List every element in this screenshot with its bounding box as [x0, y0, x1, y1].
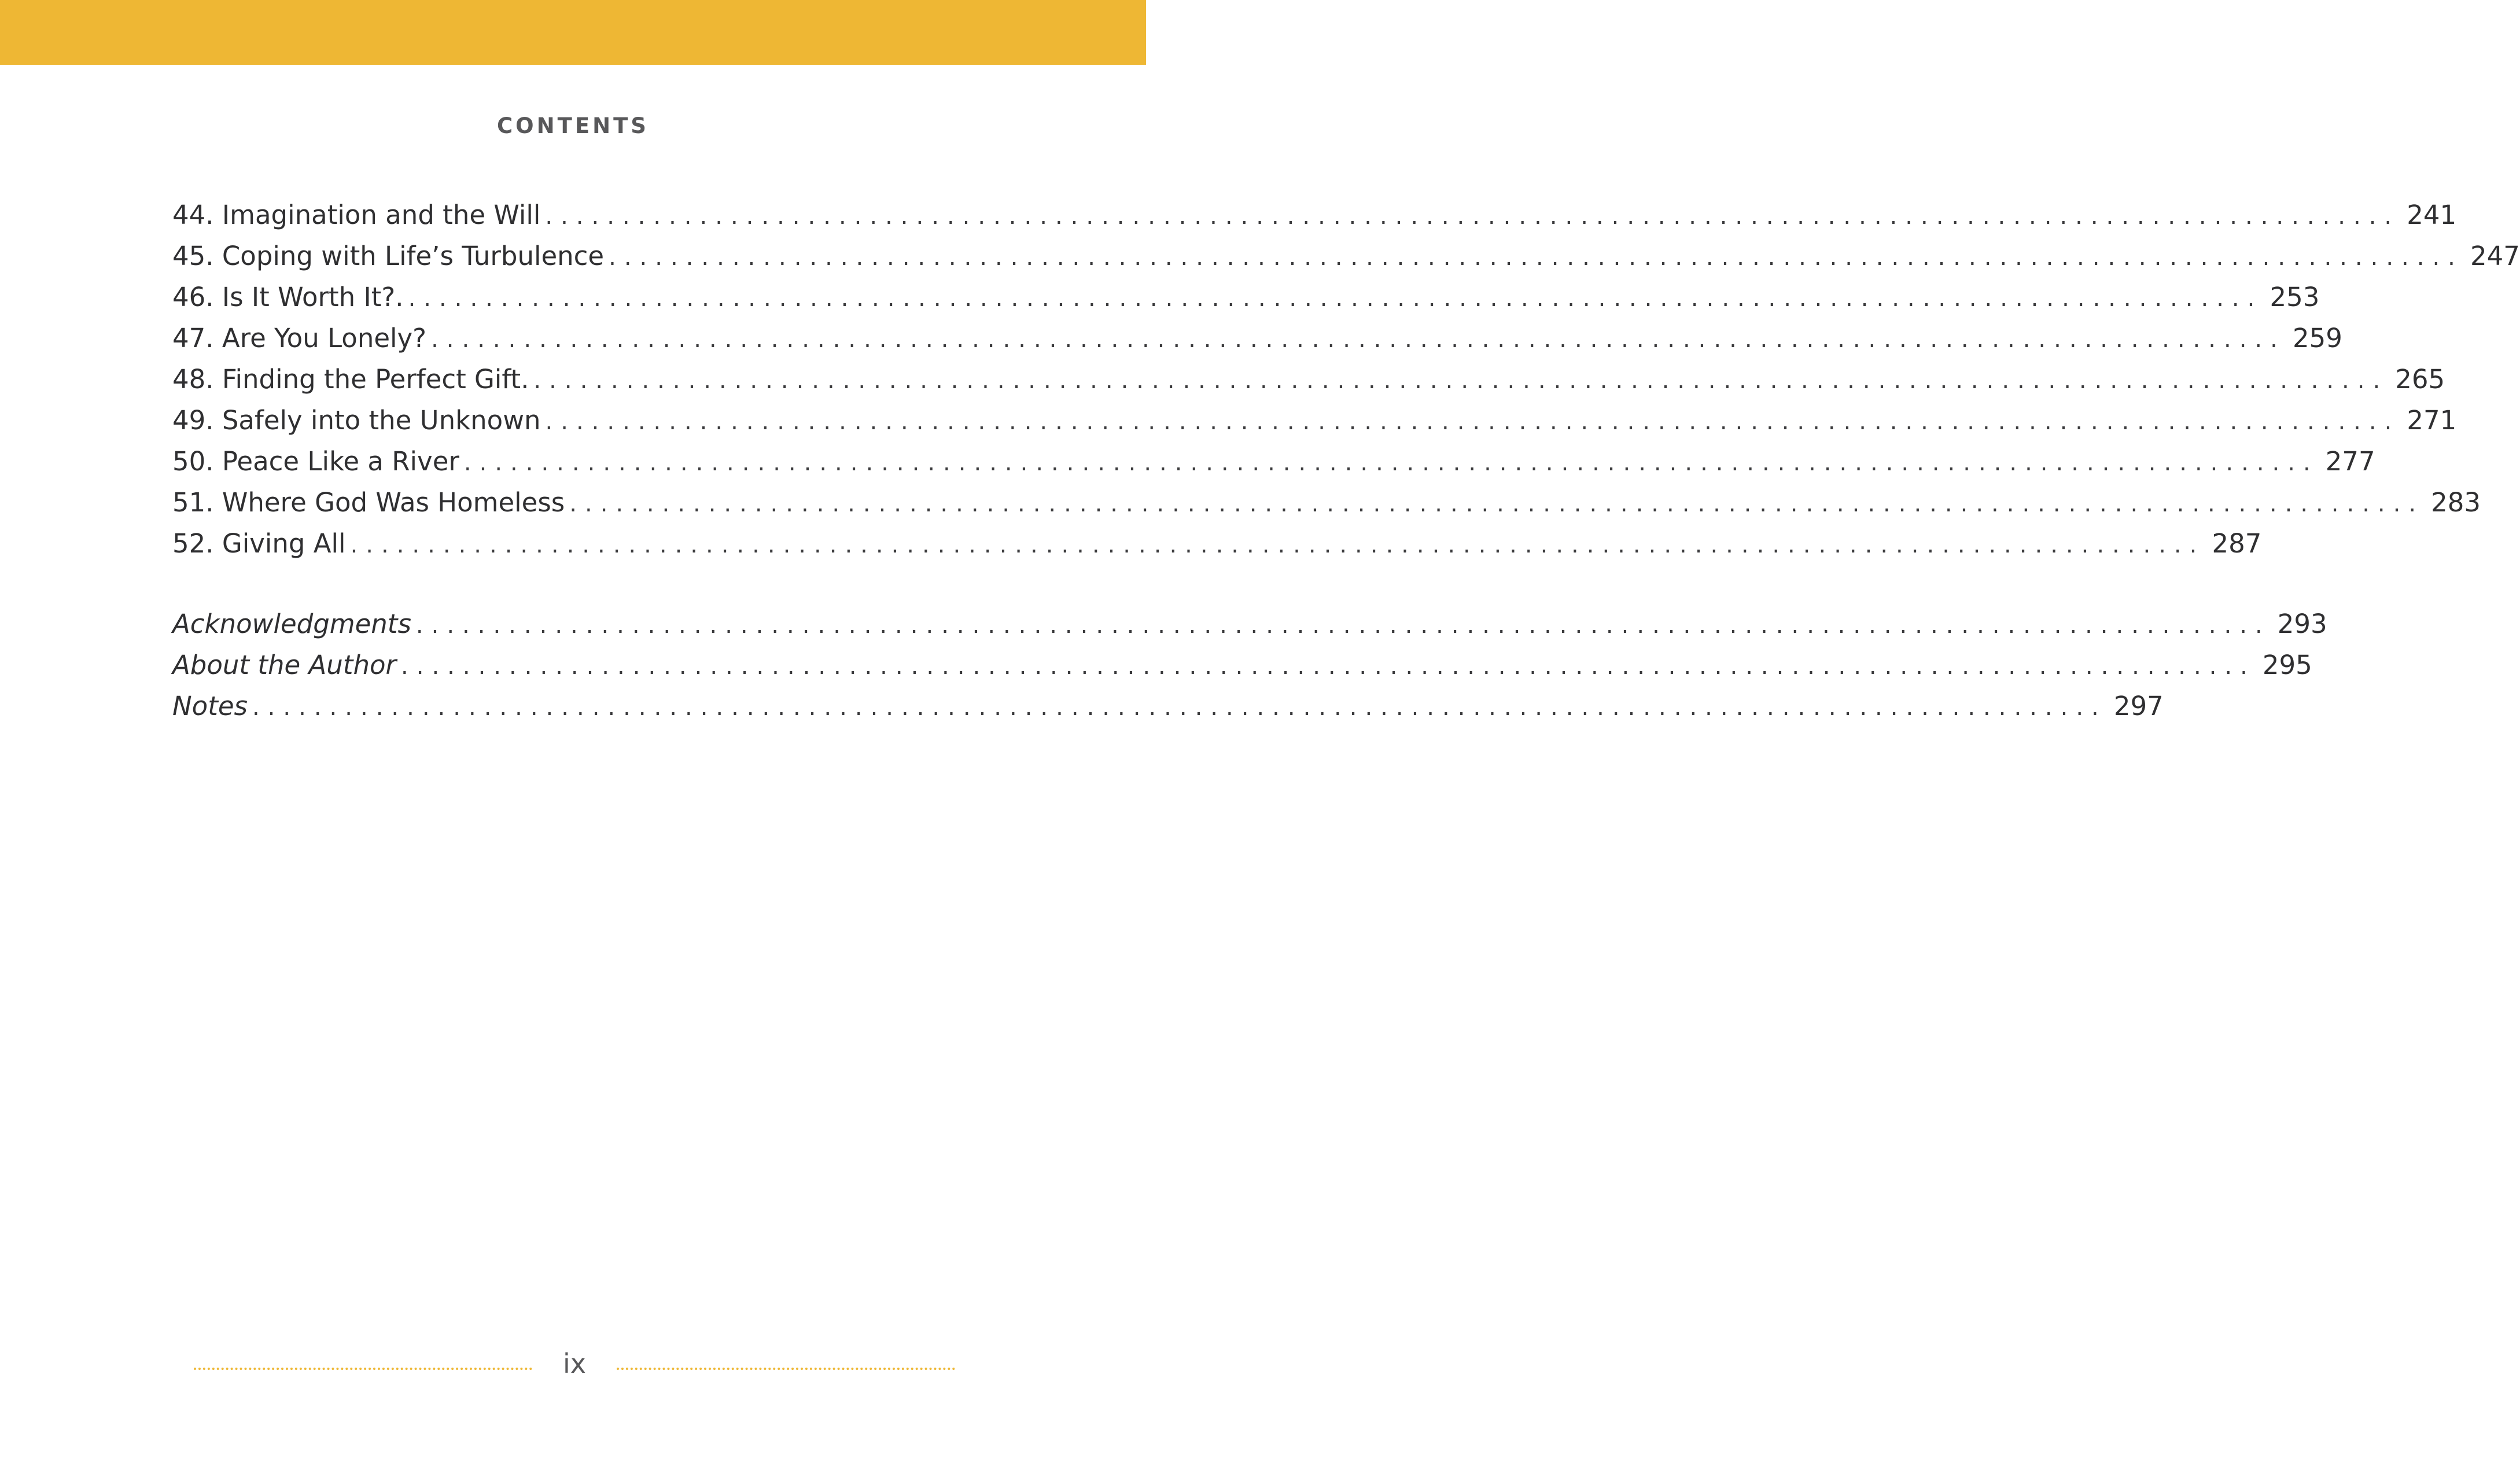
- toc-chapters: [172, 200, 2520, 569]
- toc-entry-page: 253: [2270, 282, 2320, 312]
- dot-leader: ........................................................................................................................: [569, 491, 2425, 517]
- dot-leader: ........................................................................................................................: [252, 694, 2107, 721]
- toc-entry-title: 45. Coping with Life’s Turbulence: [172, 241, 605, 271]
- dot-leader: ........................................................................................................................: [533, 367, 2389, 394]
- dot-leader: ........................................................................................................................: [401, 653, 2256, 680]
- dot-leader: ........................................................................................................................: [545, 203, 2400, 230]
- toc-entry: [172, 282, 2320, 323]
- dot-leader: ........................................................................................................................: [609, 244, 2463, 271]
- toc-entry-page: 297: [2113, 691, 2164, 721]
- toc-entry: [172, 405, 2457, 446]
- dot-leader: ........................................................................................................................: [431, 326, 2286, 353]
- top-color-band: [0, 0, 1146, 65]
- toc-entry-page: 247: [2470, 241, 2520, 271]
- toc-entry: [172, 446, 2375, 487]
- toc-entry: [172, 650, 2312, 691]
- toc-entry-page: 271: [2407, 405, 2457, 436]
- toc-entry-page: 287: [2212, 528, 2262, 559]
- toc-entry-page: 259: [2292, 323, 2342, 353]
- toc-entry-title: 51. Where God Was Homeless: [172, 487, 565, 518]
- page-footer: [0, 1348, 1146, 1388]
- page-title: CONTENTS: [497, 113, 649, 138]
- toc-entry-title: 48. Finding the Perfect Gift.: [172, 364, 529, 395]
- toc-back-matter: [172, 609, 2327, 732]
- toc-entry: [172, 691, 2164, 732]
- toc-entry-page: 241: [2407, 200, 2457, 230]
- dot-leader: ........................................................................................................................: [545, 408, 2400, 435]
- toc-entry-title: 49. Safely into the Unknown: [172, 405, 541, 436]
- toc-entry-title: Notes: [172, 691, 248, 721]
- toc-entry: [172, 487, 2481, 528]
- dot-leader: ........................................................................................................................: [463, 450, 2319, 476]
- toc-entry-title: 44. Imagination and the Will: [172, 200, 541, 230]
- toc-entry-title: 46. Is It Worth It?.: [172, 282, 404, 312]
- footer-dotted-rule-left: [194, 1368, 532, 1370]
- toc-entry-title: 47. Are You Lonely?: [172, 323, 427, 353]
- dot-leader: ........................................................................................................................: [350, 532, 2205, 558]
- toc-entry: [172, 528, 2262, 569]
- toc-entry: [172, 364, 2445, 405]
- dot-leader: ........................................................................................................................: [408, 285, 2263, 312]
- toc-entry-title: 50. Peace Like a River: [172, 446, 459, 477]
- toc-entry: [172, 200, 2457, 241]
- toc-entry: [172, 241, 2520, 282]
- toc-entry-page: 277: [2325, 446, 2375, 477]
- toc-entry-page: 283: [2431, 487, 2481, 518]
- toc-entry-title: Acknowledgments: [172, 609, 411, 639]
- toc-entry: [172, 609, 2327, 650]
- toc-entry-page: 293: [2277, 609, 2327, 639]
- toc-entry-page: 265: [2395, 364, 2445, 395]
- page-number: ix: [562, 1348, 586, 1379]
- toc-entry-title: 52. Giving All: [172, 528, 346, 559]
- footer-dotted-rule-right: [617, 1368, 955, 1370]
- dot-leader: ........................................................................................................................: [415, 612, 2271, 639]
- toc-entry-page: 295: [2262, 650, 2312, 680]
- toc-entry: [172, 323, 2342, 364]
- toc-entry-title: About the Author: [172, 650, 397, 680]
